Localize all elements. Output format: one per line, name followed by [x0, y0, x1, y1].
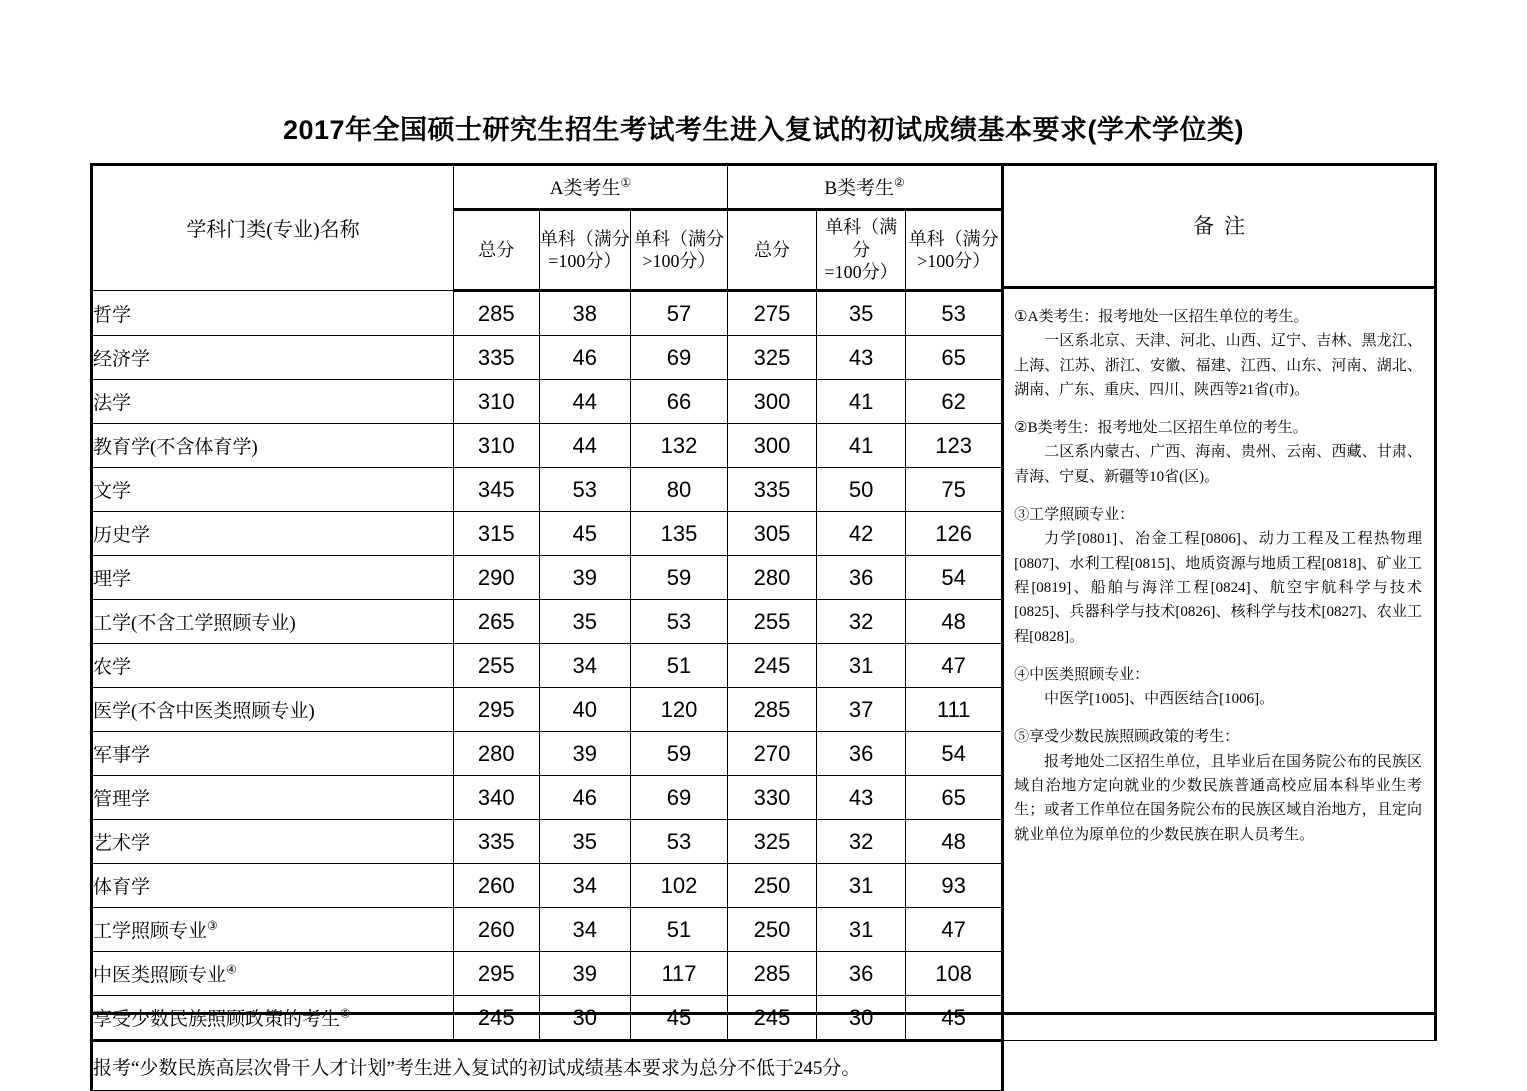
- notes-body: [1004, 289, 1434, 1040]
- cell-a-total: 310: [453, 380, 539, 424]
- page-title: 2017年全国硕士研究生招生考试考生进入复试的初试成绩基本要求(学术学位类): [282, 115, 1245, 145]
- header-a-single-gt-line1: 单科（满分: [633, 228, 724, 249]
- cell-a-total: 295: [453, 952, 539, 996]
- cell-b-single-gt: 126: [906, 512, 1003, 556]
- header-notes: 备注: [1004, 164, 1434, 289]
- cell-b-single-gt: 65: [906, 776, 1003, 820]
- cell-a-single-eq: 38: [539, 291, 630, 336]
- cell-b-single-eq: 30: [817, 996, 906, 1041]
- cell-a-total: 260: [453, 864, 539, 908]
- row-discipline: [92, 688, 454, 732]
- row-discipline-superscript: ⑤: [340, 1006, 351, 1021]
- row-discipline: [92, 600, 454, 644]
- row-discipline-label: 农学: [93, 657, 132, 678]
- note-5-title: ⑤享受少数民族照顾政策的考生：: [1014, 729, 1240, 746]
- cell-b-single-gt: 62: [906, 380, 1003, 424]
- cell-a-single-eq: 46: [539, 776, 630, 820]
- row-discipline: [92, 512, 454, 556]
- row-discipline-label: 历史学: [93, 525, 151, 546]
- cell-a-single-eq: 44: [539, 380, 630, 424]
- header-group-a: [453, 164, 727, 210]
- row-discipline-label: 文学: [93, 481, 132, 502]
- cell-a-total: 335: [453, 820, 539, 864]
- cell-b-total: 245: [728, 996, 817, 1041]
- cell-a-single-eq: 40: [539, 688, 630, 732]
- cell-b-single-eq: 36: [817, 952, 906, 996]
- header-b-single-gt-line1: 单科（满分: [908, 228, 999, 249]
- row-discipline-label: 医学(不含中医类照顾专业): [93, 701, 315, 722]
- row-discipline: [92, 820, 454, 864]
- cell-b-single-eq: 41: [817, 424, 906, 468]
- header-a-single-gt: [630, 210, 727, 291]
- cell-a-single-gt: 132: [630, 424, 727, 468]
- cell-b-single-eq: 31: [817, 644, 906, 688]
- cell-a-total: 245: [453, 996, 539, 1041]
- cell-a-single-gt: 45: [630, 996, 727, 1041]
- cell-b-total: 285: [728, 952, 817, 996]
- score-table-container: [90, 163, 1437, 1079]
- row-discipline: [92, 644, 454, 688]
- cell-a-single-gt: 69: [630, 336, 727, 380]
- cell-b-total: 245: [728, 644, 817, 688]
- cell-a-single-eq: 44: [539, 424, 630, 468]
- cell-b-total: 270: [728, 732, 817, 776]
- row-discipline: [92, 996, 454, 1041]
- cell-b-single-eq: 37: [817, 688, 906, 732]
- cell-b-total: 300: [728, 424, 817, 468]
- header-group-a-superscript: ①: [620, 175, 632, 190]
- cell-b-total: 325: [728, 336, 817, 380]
- cell-a-single-eq: 39: [539, 952, 630, 996]
- cell-b-single-gt: 111: [906, 688, 1003, 732]
- cell-b-single-eq: 42: [817, 512, 906, 556]
- cell-a-single-eq: 34: [539, 908, 630, 952]
- cell-a-single-eq: 30: [539, 996, 630, 1041]
- note-spacer: [1014, 649, 1422, 663]
- cell-a-single-eq: 34: [539, 644, 630, 688]
- cell-b-single-gt: 53: [906, 291, 1003, 336]
- note-4-title: ④中医类照顾专业：: [1014, 666, 1150, 683]
- cell-a-single-gt: 57: [630, 291, 727, 336]
- cell-a-total: 255: [453, 644, 539, 688]
- note-2-body: 二区系内蒙古、广西、海南、贵州、云南、西藏、甘肃、青海、宁夏、新疆等10省(区)。: [1014, 444, 1422, 485]
- row-discipline-label: 法学: [93, 393, 132, 414]
- row-discipline: [92, 864, 454, 908]
- cell-b-single-gt: 54: [906, 732, 1003, 776]
- row-discipline: [92, 380, 454, 424]
- cell-a-total: 295: [453, 688, 539, 732]
- header-group-b-label: B类考生: [824, 177, 895, 199]
- cell-a-total: 335: [453, 336, 539, 380]
- note-spacer: [1014, 402, 1422, 416]
- cell-b-total: 275: [728, 291, 817, 336]
- score-table: [90, 163, 1437, 1091]
- cell-b-single-gt: 108: [906, 952, 1003, 996]
- cell-a-single-gt: 80: [630, 468, 727, 512]
- cell-b-single-gt: 47: [906, 908, 1003, 952]
- cell-b-single-gt: 123: [906, 424, 1003, 468]
- cell-a-total: 265: [453, 600, 539, 644]
- cell-b-total: 250: [728, 908, 817, 952]
- row-discipline-label: 享受少数民族照顾政策的考生: [93, 1009, 341, 1030]
- header-b-total: 总分: [728, 210, 817, 291]
- cell-b-single-eq: 43: [817, 776, 906, 820]
- row-discipline-label: 军事学: [93, 745, 151, 766]
- cell-a-single-eq: 39: [539, 732, 630, 776]
- cell-a-single-gt: 66: [630, 380, 727, 424]
- header-a-single-eq: [539, 210, 630, 291]
- row-discipline: [92, 291, 454, 336]
- row-discipline-label: 工学照顾专业: [93, 921, 208, 942]
- note-1-body: 一区系北京、天津、河北、山西、辽宁、吉林、黑龙江、上海、江苏、浙江、安徽、福建、江西、山东、河南、湖北、湖南、广东、重庆、四川、陕西等21省(市)。: [1014, 333, 1422, 398]
- row-discipline-superscript: ③: [207, 918, 218, 933]
- cell-a-total: 310: [453, 424, 539, 468]
- cell-a-single-gt: 53: [630, 820, 727, 864]
- cell-a-single-gt: 59: [630, 556, 727, 600]
- note-3-body: 力学[0801]、冶金工程[0806]、动力工程及工程热物理[0807]、水利工程[0815]、地质资源与地质工程[0818]、矿业工程[0819]、船舶与海洋工程[0824]、航空宇航科学与技术[0825]、兵器科学与技术[0826]、核科学与技术[0827]、农业工程[0828]。: [1014, 531, 1422, 645]
- row-discipline-label: 经济学: [93, 349, 151, 370]
- cell-a-single-gt: 117: [630, 952, 727, 996]
- cell-a-single-gt: 51: [630, 908, 727, 952]
- cell-a-total: 345: [453, 468, 539, 512]
- note-5-body: 报考地处二区招生单位，且毕业后在国务院公布的民族区域自治地方定向就业的少数民族普通高校应届本科毕业生考生；或者工作单位在国务院公布的民族区域自治地方，且定向就业单位为原单位的少数民族在职人员考生。: [1014, 753, 1422, 843]
- cell-b-single-eq: 31: [817, 908, 906, 952]
- row-discipline-superscript: ④: [226, 962, 237, 977]
- cell-a-single-gt: 53: [630, 600, 727, 644]
- header-b-single-eq: [817, 210, 906, 291]
- header-group-a-label: A类考生: [549, 177, 621, 199]
- cell-b-total: 250: [728, 864, 817, 908]
- cell-b-total: 280: [728, 556, 817, 600]
- cell-a-total: 315: [453, 512, 539, 556]
- cell-a-single-eq: 39: [539, 556, 630, 600]
- footer-note: 报考“少数民族高层次骨干人才计划”考生进入复试的初试成绩基本要求为总分不低于245分。: [92, 1041, 1003, 1091]
- cell-b-single-eq: 31: [817, 864, 906, 908]
- cell-a-single-eq: 35: [539, 600, 630, 644]
- header-b-single-gt-line2: >100分）: [917, 251, 991, 271]
- note-spacer: [1014, 711, 1422, 725]
- cell-b-total: 335: [728, 468, 817, 512]
- row-discipline: [92, 468, 454, 512]
- row-discipline-label: 理学: [93, 569, 132, 590]
- cell-b-total: 330: [728, 776, 817, 820]
- cell-b-single-gt: 48: [906, 600, 1003, 644]
- cell-a-total: 285: [453, 291, 539, 336]
- table-header-row-groups: [92, 164, 1436, 210]
- notes-column: [1003, 164, 1436, 1041]
- note-spacer: [1014, 489, 1422, 503]
- note-3-title: ③工学照顾专业：: [1014, 507, 1135, 524]
- header-group-b-superscript: ②: [894, 175, 905, 190]
- row-discipline: [92, 952, 454, 996]
- cell-b-total: 255: [728, 600, 817, 644]
- header-b-single-eq-line2: =100分）: [824, 262, 898, 283]
- cell-a-single-gt: 69: [630, 776, 727, 820]
- cell-b-single-gt: 93: [906, 864, 1003, 908]
- row-discipline: [92, 336, 454, 380]
- cell-b-single-eq: 32: [817, 820, 906, 864]
- row-discipline-label: 工学(不含工学照顾专业): [93, 613, 296, 634]
- row-discipline: [92, 424, 454, 468]
- row-discipline: [92, 776, 454, 820]
- row-discipline-label: 艺术学: [93, 833, 151, 854]
- cell-b-single-gt: 45: [906, 996, 1003, 1041]
- cell-b-single-gt: 48: [906, 820, 1003, 864]
- header-group-b: [728, 164, 1003, 210]
- cell-b-total: 285: [728, 688, 817, 732]
- header-discipline: 学科门类(专业)名称: [92, 164, 454, 291]
- cell-a-total: 280: [453, 732, 539, 776]
- header-a-total: 总分: [453, 210, 539, 291]
- cell-b-single-eq: 32: [817, 600, 906, 644]
- note-1-title: ①A类考生：报考地处一区招生单位的考生。: [1014, 309, 1309, 325]
- cell-a-single-gt: 51: [630, 644, 727, 688]
- cell-a-total: 290: [453, 556, 539, 600]
- row-discipline: [92, 556, 454, 600]
- header-a-single-eq-line1: 单科（满分: [539, 228, 630, 249]
- cell-a-single-eq: 53: [539, 468, 630, 512]
- note-4-body: 中医学[1005]、中西医结合[1006]。: [1044, 691, 1275, 708]
- cell-a-single-gt: 59: [630, 732, 727, 776]
- row-discipline-label: 体育学: [93, 877, 151, 898]
- row-discipline-label: 教育学(不含体育学): [93, 437, 258, 458]
- row-discipline-label: 中医类照顾专业: [93, 965, 227, 986]
- cell-b-total: 305: [728, 512, 817, 556]
- cell-b-single-gt: 54: [906, 556, 1003, 600]
- cell-a-total: 260: [453, 908, 539, 952]
- cell-b-single-eq: 36: [817, 556, 906, 600]
- table-footer-row: [92, 1041, 1436, 1091]
- cell-b-single-eq: 35: [817, 291, 906, 336]
- cell-b-total: 300: [728, 380, 817, 424]
- cell-b-single-gt: 75: [906, 468, 1003, 512]
- header-a-single-eq-line2: =100分）: [548, 251, 622, 271]
- cell-a-single-gt: 135: [630, 512, 727, 556]
- cell-b-single-eq: 36: [817, 732, 906, 776]
- header-b-single-gt: [906, 210, 1003, 291]
- cell-b-single-gt: 65: [906, 336, 1003, 380]
- cell-b-single-gt: 47: [906, 644, 1003, 688]
- header-a-single-gt-line2: >100分）: [642, 251, 716, 271]
- cell-a-single-eq: 34: [539, 864, 630, 908]
- row-discipline-label: 哲学: [93, 304, 132, 326]
- cell-b-total: 325: [728, 820, 817, 864]
- row-discipline: [92, 732, 454, 776]
- cell-a-single-gt: 120: [630, 688, 727, 732]
- cell-b-single-eq: 43: [817, 336, 906, 380]
- cell-a-single-gt: 102: [630, 864, 727, 908]
- cell-a-single-eq: 46: [539, 336, 630, 380]
- row-discipline-label: 管理学: [93, 789, 151, 810]
- cell-b-single-eq: 50: [817, 468, 906, 512]
- cell-a-single-eq: 45: [539, 512, 630, 556]
- row-discipline: [92, 908, 454, 952]
- header-b-single-eq-line1: 单科（满分: [825, 217, 898, 260]
- cell-a-total: 340: [453, 776, 539, 820]
- cell-b-single-eq: 41: [817, 380, 906, 424]
- note-2-title: ②B类考生：报考地处二区招生单位的考生。: [1014, 420, 1308, 437]
- cell-a-single-eq: 35: [539, 820, 630, 864]
